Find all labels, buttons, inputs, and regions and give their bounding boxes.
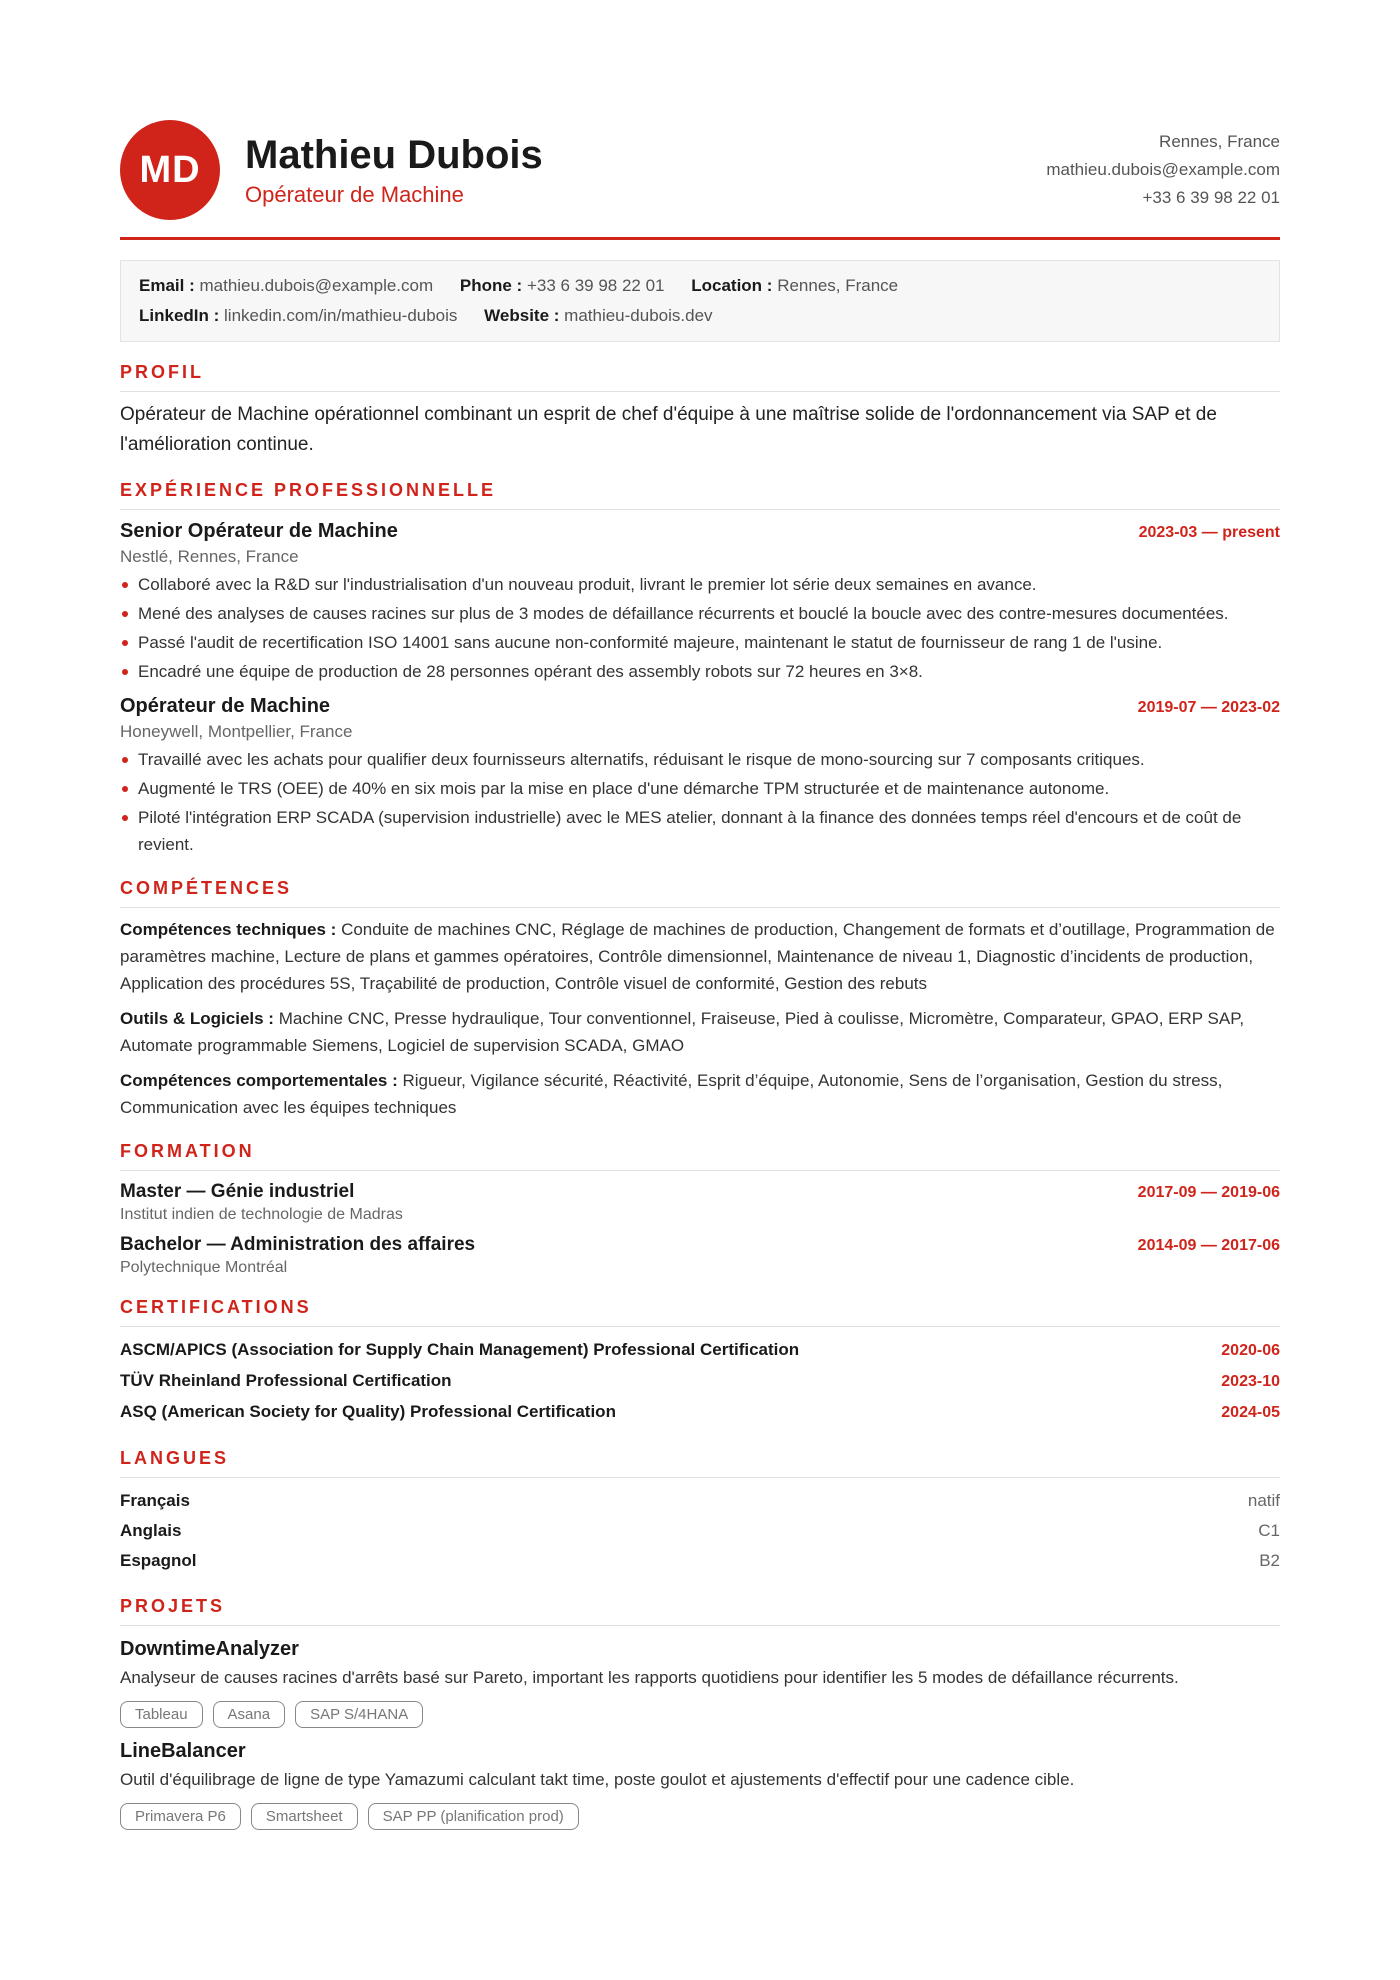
job-date: 2019-07 — 2023-02 bbox=[1137, 699, 1280, 716]
profile-summary: Opérateur de Machine opérationnel combinant un esprit de chef d'équipe à une maîtrise solide de l'ordonnancement via SAP et de l'amélioration continue. bbox=[120, 404, 1217, 455]
candidate-role: Opérateur de Machine bbox=[245, 182, 464, 207]
section-title-certifications: CERTIFICATIONS bbox=[120, 1297, 1280, 1327]
contact-location bbox=[691, 276, 898, 295]
job-bullet: Encadré une équipe de production de 28 personnes opérant des assembly robots sur 72 heures en 3×8. bbox=[120, 658, 1280, 685]
section-title-projects: PROJETS bbox=[120, 1596, 1280, 1626]
job-company: Nestlé, Rennes, France bbox=[120, 547, 299, 566]
project-tag: SAP S/4HANA bbox=[295, 1701, 423, 1728]
certification-name: ASCM/APICS (Association for Supply Chain Management) Professional Certification bbox=[120, 1340, 800, 1359]
job-bullet: Passé l'audit de recertification ISO 14001 sans aucune non-conformité majeure, maintenant le statut de fournisseur de rang 1 de l'usine. bbox=[120, 629, 1280, 656]
job-entry bbox=[120, 695, 1280, 858]
job-bullets bbox=[120, 571, 1280, 685]
language-list bbox=[120, 1486, 1280, 1576]
contact-email bbox=[139, 276, 433, 295]
certification-item bbox=[120, 1366, 1280, 1397]
skill-group-technical bbox=[120, 916, 1280, 997]
project-description: Analyseur de causes racines d'arrêts basé sur Pareto, important les rapports quotidiens pour identifier les 5 modes de défaillance récurrents. bbox=[120, 1668, 1179, 1687]
certification-item bbox=[120, 1335, 1280, 1366]
job-bullet: Mené des analyses de causes racines sur plus de 3 modes de défaillance récurrents et bouclé la boucle avec des contre-mesures documentées. bbox=[120, 600, 1280, 627]
contact-phone-value[interactable]: +33 6 39 98 22 01 bbox=[526, 276, 665, 295]
education-degree: Master — Génie industriel bbox=[120, 1181, 355, 1202]
project-tags bbox=[120, 1803, 1280, 1830]
job-bullet: Piloté l'intégration ERP SCADA (supervision industrielle) avec le MES atelier, donnant à la finance des données temps réel d'encours et de coût de revient. bbox=[120, 804, 1280, 858]
certification-date: 2023-10 bbox=[1221, 1373, 1280, 1390]
project-description: Outil d'équilibrage de ligne de type Yamazumi calculant takt time, poste goulot et ajustements d'effectif pour une cadence cible. bbox=[120, 1770, 1075, 1789]
avatar: MD bbox=[120, 120, 220, 220]
header-location: Rennes, France bbox=[1159, 132, 1280, 151]
certification-item bbox=[120, 1397, 1280, 1428]
job-title: Opérateur de Machine bbox=[120, 695, 331, 717]
contact-email-label: Email : bbox=[139, 276, 195, 295]
certification-date: 2024-05 bbox=[1221, 1404, 1280, 1421]
job-title: Senior Opérateur de Machine bbox=[120, 520, 398, 542]
certification-date: 2020-06 bbox=[1221, 1342, 1280, 1359]
section-title-profile: PROFIL bbox=[120, 362, 1280, 392]
education-date: 2017-09 — 2019-06 bbox=[1137, 1184, 1280, 1201]
project-name: LineBalancer bbox=[120, 1740, 246, 1762]
skill-value: Machine CNC, Presse hydraulique, Tour conventionnel, Fraiseuse, Pied à coulisse, Micromètre, Comparateur, GPAO, ERP SAP, Automate programmable Siemens, Logiciel de supervision SCADA, GMAO bbox=[120, 1009, 1245, 1055]
skill-label: Outils & Logiciels : bbox=[120, 1009, 274, 1028]
education-school: Polytechnique Montréal bbox=[120, 1259, 288, 1276]
contact-phone-label: Phone : bbox=[459, 276, 523, 295]
contact-linkedin-link[interactable]: linkedin.com/in/mathieu-dubois bbox=[224, 306, 458, 325]
project-tag: Smartsheet bbox=[251, 1803, 358, 1830]
contact-row-2 bbox=[139, 301, 1261, 331]
project-tag: SAP PP (planification prod) bbox=[368, 1803, 579, 1830]
skill-label: Compétences comportementales : bbox=[120, 1071, 398, 1090]
contact-row-1 bbox=[139, 271, 1261, 301]
project-tag: Asana bbox=[213, 1701, 286, 1728]
language-item bbox=[120, 1546, 1280, 1576]
section-title-experience: EXPÉRIENCE PROFESSIONNELLE bbox=[120, 480, 1280, 510]
resume-header bbox=[120, 120, 1280, 220]
header-phone[interactable]: +33 6 39 98 22 01 bbox=[1142, 188, 1280, 207]
certification-name: TÜV Rheinland Professional Certification bbox=[120, 1371, 452, 1390]
education-date: 2014-09 — 2017-06 bbox=[1137, 1237, 1280, 1254]
language-item bbox=[120, 1486, 1280, 1516]
language-item bbox=[120, 1516, 1280, 1546]
education-entry bbox=[120, 1181, 1280, 1224]
project-name: DowntimeAnalyzer bbox=[120, 1638, 299, 1660]
identity-block bbox=[120, 120, 543, 220]
skill-value: Conduite de machines CNC, Réglage de machines de production, Changement de formats et d’outillage, Programmation de paramètres machine, Lecture de plans et gammes opératoires, Contrôle dimensionnel, Maintenance de niveau 1, Diagnostic d’incidents de production, Application des procédures 5S, Traçabilité de production, Contrôle visuel de conformité, Gestion des rebuts bbox=[120, 920, 1275, 993]
language-name: Anglais bbox=[120, 1521, 182, 1540]
contact-website-label: Website : bbox=[484, 306, 560, 325]
job-header bbox=[120, 520, 1280, 543]
contact-website-link[interactable]: mathieu-dubois.dev bbox=[564, 306, 713, 325]
section-title-education: FORMATION bbox=[120, 1141, 1280, 1171]
job-company: Honeywell, Montpellier, France bbox=[120, 722, 353, 741]
education-entry bbox=[120, 1234, 1280, 1277]
contact-box bbox=[120, 260, 1280, 342]
project-tag: Tableau bbox=[120, 1701, 203, 1728]
contact-location-value: Rennes, France bbox=[777, 276, 899, 295]
education-degree: Bachelor — Administration des affaires bbox=[120, 1234, 476, 1255]
contact-email-value[interactable]: mathieu.dubois@example.com bbox=[199, 276, 434, 295]
job-entry bbox=[120, 520, 1280, 685]
language-name: Français bbox=[120, 1491, 190, 1510]
certification-name: ASQ (American Society for Quality) Professional Certification bbox=[120, 1402, 616, 1421]
header-contact bbox=[1046, 128, 1280, 212]
job-date: 2023-03 — present bbox=[1138, 524, 1280, 541]
contact-linkedin bbox=[139, 306, 457, 325]
contact-website bbox=[484, 306, 712, 325]
section-title-languages: LANGUES bbox=[120, 1448, 1280, 1478]
language-level: C1 bbox=[1258, 1521, 1280, 1540]
header-divider bbox=[120, 237, 1280, 240]
section-title-skills: COMPÉTENCES bbox=[120, 878, 1280, 908]
language-name: Espagnol bbox=[120, 1551, 197, 1570]
education-school: Institut indien de technologie de Madras bbox=[120, 1206, 403, 1223]
header-email[interactable]: mathieu.dubois@example.com bbox=[1046, 160, 1280, 179]
job-header bbox=[120, 695, 1280, 718]
contact-location-label: Location : bbox=[691, 276, 773, 295]
certification-list bbox=[120, 1335, 1280, 1428]
candidate-name: Mathieu Dubois bbox=[245, 133, 543, 177]
language-level: natif bbox=[1247, 1491, 1280, 1510]
skill-group-soft bbox=[120, 1067, 1280, 1121]
contact-phone bbox=[460, 276, 665, 295]
project-entry bbox=[120, 1740, 1280, 1830]
skill-value: Rigueur, Vigilance sécurité, Réactivité, Esprit d’équipe, Autonomie, Sens de l’organisation, Gestion du stress, Communication avec les équipes techniques bbox=[120, 1071, 1223, 1117]
project-tag: Primavera P6 bbox=[120, 1803, 241, 1830]
skill-group-tools bbox=[120, 1005, 1280, 1059]
education-header bbox=[120, 1181, 1280, 1203]
name-block bbox=[245, 132, 543, 208]
education-header bbox=[120, 1234, 1280, 1256]
job-bullet: Augmenté le TRS (OEE) de 40% en six mois par la mise en place d'une démarche TPM structurée et de maintenance autonome. bbox=[120, 775, 1280, 802]
language-level: B2 bbox=[1259, 1551, 1280, 1570]
contact-linkedin-label: LinkedIn : bbox=[139, 306, 220, 325]
skill-label: Compétences techniques : bbox=[120, 920, 337, 939]
job-bullet: Collaboré avec la R&D sur l'industrialisation d'un nouveau produit, livrant le premier lot série deux semaines en avance. bbox=[120, 571, 1280, 598]
project-tags bbox=[120, 1701, 1280, 1728]
project-entry bbox=[120, 1638, 1280, 1728]
job-bullets bbox=[120, 746, 1280, 858]
job-bullet: Travaillé avec les achats pour qualifier deux fournisseurs alternatifs, réduisant le risque de mono-sourcing sur 7 composants critiques. bbox=[120, 746, 1280, 773]
